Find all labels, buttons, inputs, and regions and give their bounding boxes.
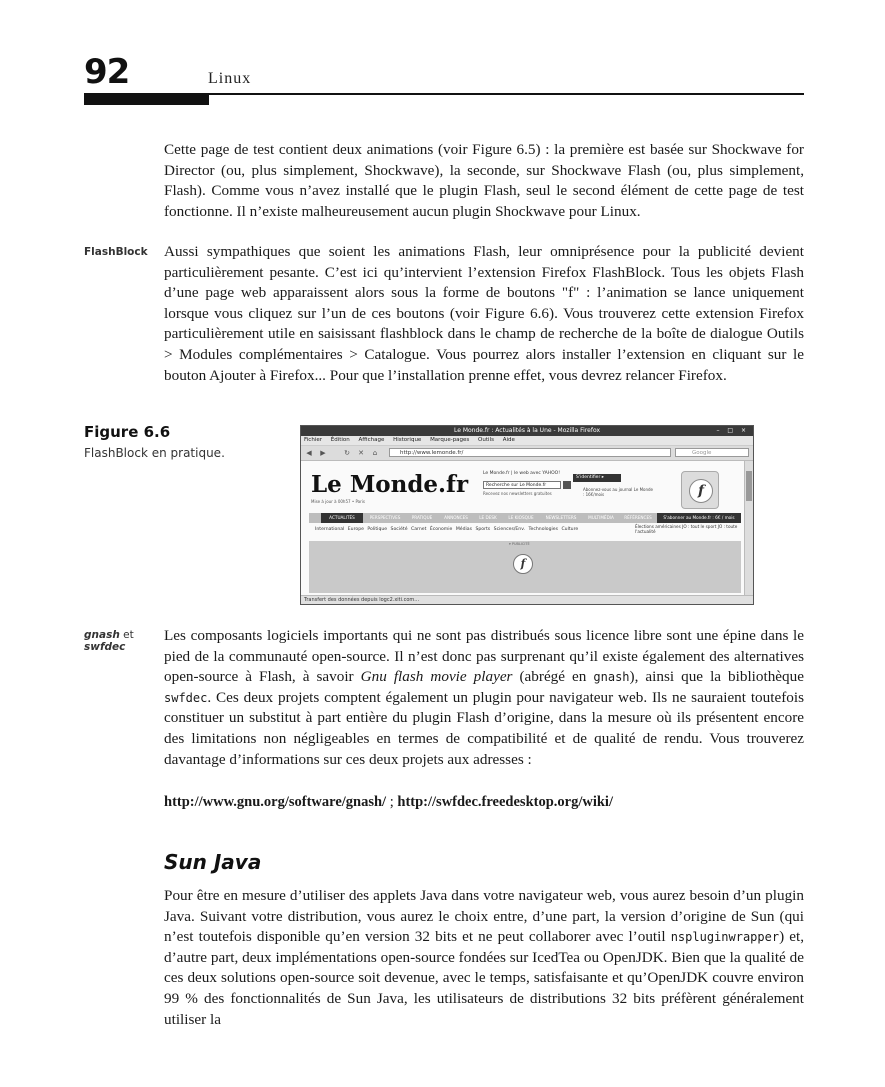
menu-bar [301, 436, 753, 446]
identify-button: S'identifier ▸ [573, 474, 621, 482]
site-tab: S'abonner au Monde.fr : 6€ / mois [657, 513, 741, 523]
link-swfdec[interactable]: http://swfdec.freedesktop.org/wiki/ [397, 794, 613, 810]
url-bar: http://www.lemonde.fr/ [389, 448, 671, 457]
back-icon: ◀ [306, 449, 312, 457]
paragraph-1: Cette page de test contient deux animations (voir Figure 6.5) : la première est basée sur Shockwave for Director (ou, plus simplement, Shockwave), la seconde, sur Shockwave Flash (ou, plus simplement, Flash). Comme vous n’avez installé que le plugin Flash, seul le second élément de cette page de test fonctionne. Il n’existe malheureusement aucun plugin Shockwave pour Linux. [164, 141, 804, 220]
stop-icon: ✕ [358, 449, 364, 457]
menu-item: Marque-pages [430, 437, 470, 443]
site-tab: PRATIQUE [411, 515, 433, 520]
site-tab: NEWSLETTERS [545, 515, 577, 520]
site-tab: PERSPECTIVES [369, 515, 401, 520]
search-box: Google [675, 448, 749, 457]
page-number: 92 [84, 52, 130, 92]
section-title: Sun Java [164, 850, 262, 874]
site-search-input: Recherche sur Le Monde.fr [483, 481, 561, 489]
sub-navigation-right: Élections américaines JO : tout le sport JO : toute l'actualité [635, 524, 738, 534]
window-controls-icon: – □ × [716, 427, 749, 434]
page-content [301, 461, 745, 596]
menu-item: Affichage [358, 437, 385, 443]
flash-icon: f [689, 479, 713, 503]
forward-icon: ▶ [320, 449, 326, 457]
menu-item: Aide [502, 437, 515, 443]
menu-item: Fichier [304, 437, 322, 443]
menu-item: Historique [393, 437, 422, 443]
flashblock-placeholder [681, 471, 719, 509]
figure-caption: FlashBlock en pratique. [84, 446, 225, 460]
paragraph-4: Pour être en mesure d’utiliser des applets Java dans votre navigateur web, vous aurez besoin d’un plugin Java. Suivant votre distribution, vous aurez le choix entre, d’une part, la version d’origine de Sun (qui n’est toutefois disponible qu’en version 32 bits et ne peut collaborer avec l’outil nspluginwrapper) et, d’autre part, deux implémentations open-source fondées sur IcedTea ou OpenJDK. Bien que la qualité de ces deux solutions open-source soit devenue, avec le temps, satisfaisante et qu’OpenJDK couvre environ 99 % des fonctionnalités de Sun Java, les utilisateurs de distributions 32 bits préfèrent généralement utiliser la [164, 887, 804, 1028]
site-tab: LE DESK [479, 515, 497, 520]
logo-subtitle: Mise à jour à 00h57 • Paris [311, 499, 365, 504]
site-tab: LE KIOSQUE [508, 515, 534, 520]
site-tab: ACTUALITÉS [321, 513, 363, 523]
newsletter-text: Recevez nos newsletters gratuites [483, 491, 552, 496]
status-bar: Transfert des données depuis logc2.xiti.com... [301, 595, 754, 604]
link-gnash[interactable]: http://www.gnu.org/software/gnash/ [164, 794, 387, 810]
scrollbar-thumb [746, 471, 752, 501]
subscribe-text: Abonnez-vous au journal Le Monde : 16€/mois [583, 487, 654, 497]
home-icon: ⌂ [372, 449, 378, 457]
figure-label: Figure 6.6 [84, 423, 171, 441]
ad-label: ▾ PUBLICITÉ [509, 542, 530, 546]
site-tab: MULTIMÉDIA [588, 515, 614, 520]
window-titlebar: Le Monde.fr : Actualités à la Une - Mozilla Firefox – □ × [301, 426, 753, 436]
site-logo: Le Monde.fr [311, 471, 469, 498]
firefox-screenshot [300, 425, 754, 605]
site-tabs [309, 513, 741, 523]
margin-note-flashblock: FlashBlock [84, 246, 148, 258]
sub-navigation: International Europe Politique Société Carnet Économie Médias Sports Sciences/Env. Technologies Culture [315, 527, 579, 532]
margin-note-gnash: gnash et swfdec [84, 629, 134, 653]
paragraph-2: Aussi sympathiques que soient les animations Flash, leur omniprésence pour la publicité devient particulièrement pesante. C’est ici qu’intervient l’extension Firefox FlashBlock. Tous les objets Flash d’une page web apparaissent alors sous la forme de boutons "f" : l’animation se lance uniquement lorsque vous cliquez sur l’un de ces boutons (voir Figure 6.6). Vous trouverez cette extension Firefox particulièrement utile en saisissant flashblock dans le champ de recherche de la boîte de dialogue Outils > Modules complémentaires > Catalogue. Vous pourrez alors installer l’extension en cliquant sur le bouton Ajouter à Firefox... Pour que l’installation prenne effet, vous devrez relancer Firefox. [164, 243, 804, 384]
paragraph-3: Les composants logiciels importants qui ne sont pas distribués sous licence libre sont une épine dans le pied de la communauté open-source. Il n’est donc pas surprenant qu’il existe également des alternatives open-source à Flash, à savoir Gnu flash movie player (abrégé en gnash), ainsi que la bibliothèque swfdec. Ces deux projets comptent également un plugin pour navigateur web. Ils ne sauraient toutefois constituer un substitut à part entière du plugin Flash d’origine, dans la mesure où ils présentent encore des limitations non négligeables en termes de compatibilité et de qualité de rendu. Vous trouverez davantage d’informations sur ces deux projets aux adresses : [164, 627, 804, 768]
nav-toolbar [301, 446, 753, 461]
site-search-button [563, 481, 571, 489]
search-label: Le Monde.fr | le web avec YAHOO! [483, 471, 561, 476]
running-head: Linux [208, 70, 252, 87]
site-tab: ANNONCES [444, 515, 468, 520]
menu-item: Édition [330, 437, 350, 443]
flash-icon: f [513, 554, 533, 574]
site-tab: RÉFÉRENCES [624, 515, 652, 520]
reload-icon: ↻ [344, 449, 350, 457]
links-line: http://www.gnu.org/software/gnash/ ; http://swfdec.freedesktop.org/wiki/ [164, 794, 613, 810]
menu-item: Outils [478, 437, 494, 443]
header-rule-bar [84, 93, 209, 105]
